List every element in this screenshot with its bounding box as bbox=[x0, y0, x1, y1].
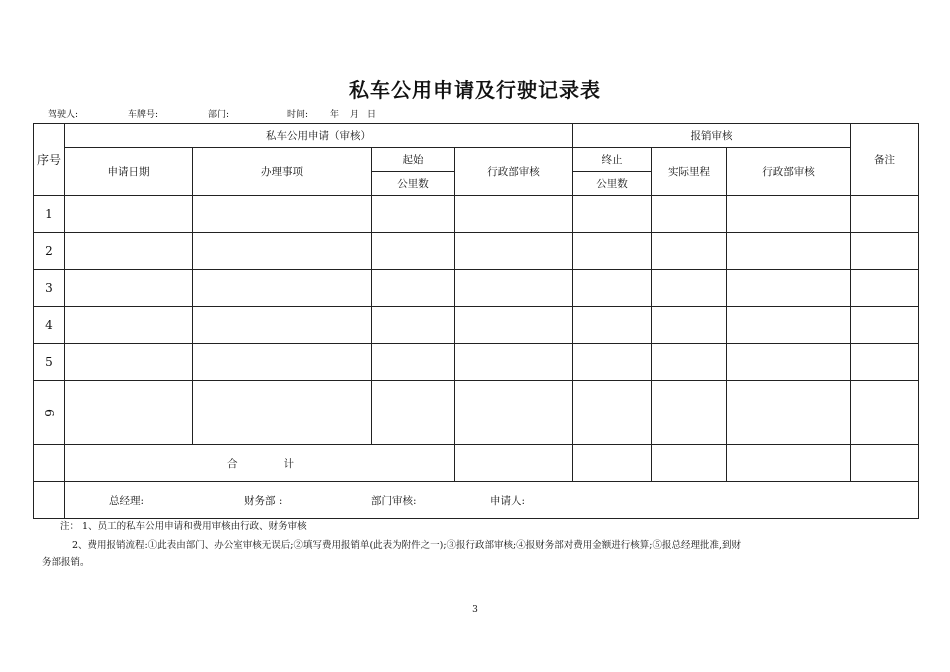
cell-actual-mileage[interactable] bbox=[652, 344, 727, 381]
cell-actual-mileage[interactable] bbox=[652, 233, 727, 270]
row-number: 4 bbox=[34, 307, 65, 344]
cell-matter[interactable] bbox=[193, 307, 372, 344]
cell-admin-review-2[interactable] bbox=[727, 196, 851, 233]
col-header-admin-review-2: 行政部审核 bbox=[727, 148, 851, 196]
total-label-cell bbox=[65, 445, 455, 482]
vehicle-record-table bbox=[33, 123, 919, 519]
cell-end-km[interactable] bbox=[573, 307, 652, 344]
cell-start-km[interactable] bbox=[372, 344, 455, 381]
cell-total-mileage[interactable] bbox=[652, 445, 727, 482]
sign-dept: 部门审核: bbox=[371, 494, 417, 507]
col-header-matter: 办理事项 bbox=[193, 148, 372, 196]
cell-start-km[interactable] bbox=[372, 381, 455, 445]
total-label-a: 合 bbox=[227, 457, 238, 470]
cell-date[interactable] bbox=[65, 381, 193, 445]
col-header-actual-mileage: 实际里程 bbox=[652, 148, 727, 196]
cell-admin-review[interactable] bbox=[455, 233, 573, 270]
cell-actual-mileage[interactable] bbox=[652, 196, 727, 233]
cell-start-km[interactable] bbox=[372, 307, 455, 344]
sign-gm: 总经理: bbox=[109, 494, 145, 507]
cell-matter[interactable] bbox=[193, 344, 372, 381]
cell-matter[interactable] bbox=[193, 270, 372, 307]
note-line-1: 注： 1、员工的私车公用申请和费用审核由行政、财务审核 bbox=[60, 521, 307, 532]
cell-admin-review-2[interactable] bbox=[727, 344, 851, 381]
cell-admin-review-2[interactable] bbox=[727, 307, 851, 344]
col-header-date: 申请日期 bbox=[65, 148, 193, 196]
seq-header: 序号 bbox=[34, 124, 65, 196]
row-number: 6 bbox=[41, 408, 56, 417]
day-label: 日 bbox=[367, 110, 377, 120]
group-header-apply: 私车公用申请（审核） bbox=[65, 124, 573, 148]
col-header-admin-review: 行政部审核 bbox=[455, 148, 573, 196]
signature-seq-cell bbox=[34, 482, 65, 519]
cell-remark[interactable] bbox=[851, 233, 919, 270]
cell-start-km[interactable] bbox=[372, 270, 455, 307]
group-header-reimburse: 报销审核 bbox=[573, 124, 851, 148]
cell-start-km[interactable] bbox=[372, 233, 455, 270]
page-number: 3 bbox=[472, 605, 478, 615]
cell-end-km[interactable] bbox=[573, 344, 652, 381]
table-row bbox=[34, 381, 919, 445]
time-label: 时间: bbox=[287, 110, 309, 120]
cell-actual-mileage[interactable] bbox=[652, 270, 727, 307]
signature-cell bbox=[65, 482, 919, 519]
dept-label: 部门: bbox=[208, 110, 230, 120]
row-number: 1 bbox=[34, 196, 65, 233]
cell-date[interactable] bbox=[65, 270, 193, 307]
col-header-end-bottom: 公里数 bbox=[573, 172, 652, 196]
cell-admin-review[interactable] bbox=[455, 196, 573, 233]
cell-admin-review-2[interactable] bbox=[727, 270, 851, 307]
cell-total-admin-2[interactable] bbox=[727, 445, 851, 482]
cell-admin-review[interactable] bbox=[455, 381, 573, 445]
total-label-b: 计 bbox=[283, 457, 294, 470]
cell-total-remark[interactable] bbox=[851, 445, 919, 482]
cell-remark[interactable] bbox=[851, 196, 919, 233]
sign-finance: 财务部 : bbox=[244, 494, 283, 507]
cell-admin-review[interactable] bbox=[455, 270, 573, 307]
sign-applicant: 申请人: bbox=[490, 494, 526, 507]
cell-admin-review-2[interactable] bbox=[727, 233, 851, 270]
cell-admin-review-2[interactable] bbox=[727, 381, 851, 445]
total-row bbox=[34, 445, 919, 482]
cell-remark[interactable] bbox=[851, 307, 919, 344]
cell-matter[interactable] bbox=[193, 196, 372, 233]
cell-end-km[interactable] bbox=[573, 233, 652, 270]
cell-remark[interactable] bbox=[851, 381, 919, 445]
year-label: 年 bbox=[330, 110, 340, 120]
month-label: 月 bbox=[350, 110, 360, 120]
note-line-2: 2、费用报销流程:①此表由部门、办公室审核无误后;②填写费用报销单(此表为附件之一);③报行政部审核;④报财务部对费用金额进行核算;⑤报总经理批准,到财 bbox=[72, 540, 741, 551]
cell-end-km[interactable] bbox=[573, 196, 652, 233]
cell-date[interactable] bbox=[65, 344, 193, 381]
note-line-3: 务部报销。 bbox=[42, 557, 90, 568]
driver-label: 驾驶人: bbox=[48, 110, 79, 120]
cell-date[interactable] bbox=[65, 307, 193, 344]
cell-remark[interactable] bbox=[851, 270, 919, 307]
row-number: 2 bbox=[34, 233, 65, 270]
cell-total-end[interactable] bbox=[573, 445, 652, 482]
col-header-start-top: 起始 bbox=[372, 148, 455, 172]
table-row bbox=[34, 344, 919, 381]
page-title: 私车公用申请及行驶记录表 bbox=[349, 78, 601, 102]
table-row bbox=[34, 270, 919, 307]
cell-actual-mileage[interactable] bbox=[652, 381, 727, 445]
cell-date[interactable] bbox=[65, 196, 193, 233]
cell-end-km[interactable] bbox=[573, 270, 652, 307]
cell-admin-review[interactable] bbox=[455, 307, 573, 344]
total-seq-cell bbox=[34, 445, 65, 482]
row-number: 5 bbox=[34, 344, 65, 381]
cell-matter[interactable] bbox=[193, 381, 372, 445]
cell-admin-review[interactable] bbox=[455, 344, 573, 381]
table-row bbox=[34, 233, 919, 270]
cell-end-km[interactable] bbox=[573, 381, 652, 445]
col-header-start-bottom: 公里数 bbox=[372, 172, 455, 196]
row-number: 3 bbox=[34, 270, 65, 307]
cell-actual-mileage[interactable] bbox=[652, 307, 727, 344]
cell-date[interactable] bbox=[65, 233, 193, 270]
table-row bbox=[34, 196, 919, 233]
cell-start-km[interactable] bbox=[372, 196, 455, 233]
signature-row bbox=[34, 482, 919, 519]
cell-total-admin[interactable] bbox=[455, 445, 573, 482]
col-header-end-top: 终止 bbox=[573, 148, 652, 172]
table-row bbox=[34, 307, 919, 344]
cell-remark[interactable] bbox=[851, 344, 919, 381]
cell-matter[interactable] bbox=[193, 233, 372, 270]
remark-header: 备注 bbox=[851, 124, 919, 196]
plate-label: 车牌号: bbox=[128, 110, 159, 120]
